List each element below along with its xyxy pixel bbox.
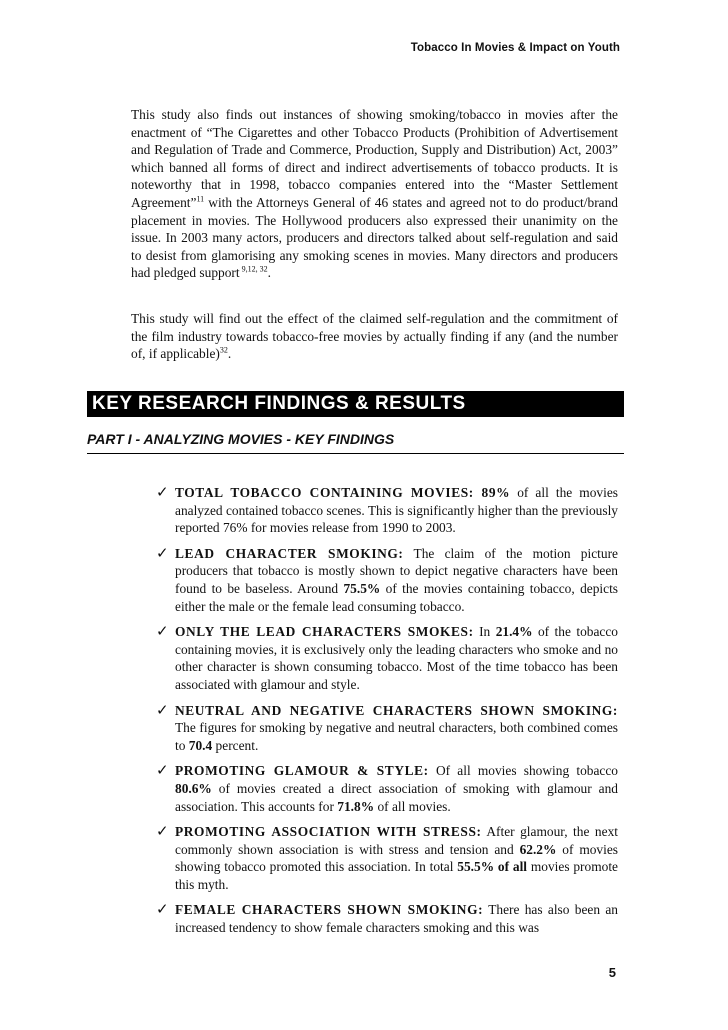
part-heading: PART I - ANALYZING MOVIES - KEY FINDINGS — [87, 430, 624, 454]
finding-text: percent. — [212, 737, 259, 753]
finding-text: of all the movies analyzed contained tobacco scenes. This is significantly higher than the previously reported 76% for movies release from 1990 to 2003. — [175, 485, 618, 536]
finding-text: of all movies. — [374, 798, 451, 814]
findings-list — [156, 484, 618, 945]
finding-stat: 80.6% — [175, 780, 212, 796]
page-number: 5 — [608, 965, 616, 980]
checkmark-icon: ✓ — [156, 543, 169, 562]
finding-total-tobacco-movies — [156, 484, 618, 537]
finding-lead-character-smoking — [156, 545, 618, 615]
footnote-ref-32: 32 — [219, 345, 228, 355]
finding-text: of the tobacco containing movies, it is exclusively only the leading characters who smoke and no other character is shown consuming tobacco. Most of the time tobacco has been associated with glamour and style. — [175, 624, 618, 692]
section-banner: KEY RESEARCH FINDINGS & RESULTS — [87, 391, 624, 417]
checkmark-icon: ✓ — [156, 822, 169, 841]
finding-text: The claim of the motion picture producers that tobacco is mostly shown to depict negative characters have been found to be baseless. Around — [175, 545, 618, 596]
checkmark-icon: ✓ — [156, 900, 169, 919]
finding-stat: 55.5% of all — [457, 859, 528, 875]
finding-glamour-style — [156, 762, 618, 815]
finding-stat: 70.4 — [188, 737, 213, 753]
intro-paragraph-2 — [131, 310, 618, 363]
intro-p2-text: This study will find out the effect of the claimed self-regulation and the commitment of the film industry towards tobacco-free movies by actually finding if any (and the number of, if applicable) — [131, 311, 618, 362]
running-header: Tobacco In Movies & Impact on Youth — [410, 42, 620, 54]
finding-female-characters — [156, 901, 618, 936]
checkmark-icon: ✓ — [156, 700, 169, 719]
intro-p1-end: . — [267, 265, 271, 281]
finding-label: PROMOTING GLAMOUR & STYLE: — [175, 763, 429, 779]
finding-label: TOTAL TOBACCO CONTAINING MOVIES: 89% — [175, 485, 511, 500]
finding-stat: 21.4% — [495, 624, 533, 640]
checkmark-icon: ✓ — [156, 761, 169, 780]
finding-label: FEMALE CHARACTERS SHOWN SMOKING: — [175, 902, 484, 918]
finding-text: of movies showing tobacco promoted this association. In total — [175, 841, 618, 875]
finding-label: PROMOTING ASSOCIATION WITH STRESS: — [175, 824, 482, 840]
finding-text: of the movies containing tobacco, depicts either the male or the female lead consuming tobacco. — [175, 580, 619, 614]
intro-p1-text-2: with the Attorneys General of 46 states and agreed not to do product/brand placement in movies. The Hollywood producers also expressed their unanimity on the issue. In 2003 many actors, producers and directors talked about self-regulation and said to desist from glamorising any smoking scenes in movies. Many directors and producers had pledged support — [131, 194, 618, 281]
footnote-ref-11: 11 — [196, 194, 205, 204]
finding-text: In — [473, 624, 496, 640]
finding-neutral-negative-characters — [156, 702, 618, 755]
checkmark-icon: ✓ — [156, 622, 169, 641]
finding-text: movies promote this myth. — [175, 859, 618, 892]
finding-text: The figures for smoking by negative and neutral characters, both combined comes to — [175, 720, 618, 753]
finding-label: LEAD CHARACTER SMOKING: — [175, 545, 404, 561]
finding-text: There has also been an increased tendency to show female characters smoking and this was — [175, 902, 618, 936]
finding-text: After glamour, the next commonly shown association is with stress and tension and — [175, 824, 618, 857]
finding-label: ONLY THE LEAD CHARACTERS SMOKES: — [175, 624, 474, 640]
intro-p1-text: This study also finds out instances of showing smoking/tobacco in movies after the enactment of “The Cigarettes and other Tobacco Products (Prohibition of Advertisement and Regulation of Trade and Commerce, Production, Supply and Distribution) Act, 2003” which banned all forms of direct and indirect advertisements of tobacco products. It is noteworthy that in 1998, tobacco companies entered into the “Master Settlement Agreement” — [131, 107, 618, 210]
finding-stat: 62.2% — [519, 841, 557, 857]
finding-stat: 75.5% — [343, 580, 381, 596]
intro-p2-end: . — [227, 346, 232, 362]
finding-text: Of all movies showing tobacco — [428, 763, 619, 779]
finding-only-lead-characters — [156, 623, 618, 693]
checkmark-icon: ✓ — [156, 483, 169, 501]
finding-label: NEUTRAL AND NEGATIVE CHARACTERS SHOWN SMOKING: — [175, 702, 618, 718]
finding-stat: 71.8% — [337, 798, 375, 814]
intro-paragraph-1 — [131, 106, 618, 282]
finding-text: of movies created a direct association of smoking with glamour and association. This accounts for — [175, 780, 618, 814]
finding-stress-association — [156, 823, 618, 893]
footnote-ref-9-12-32: 9,12, 32 — [239, 264, 268, 274]
